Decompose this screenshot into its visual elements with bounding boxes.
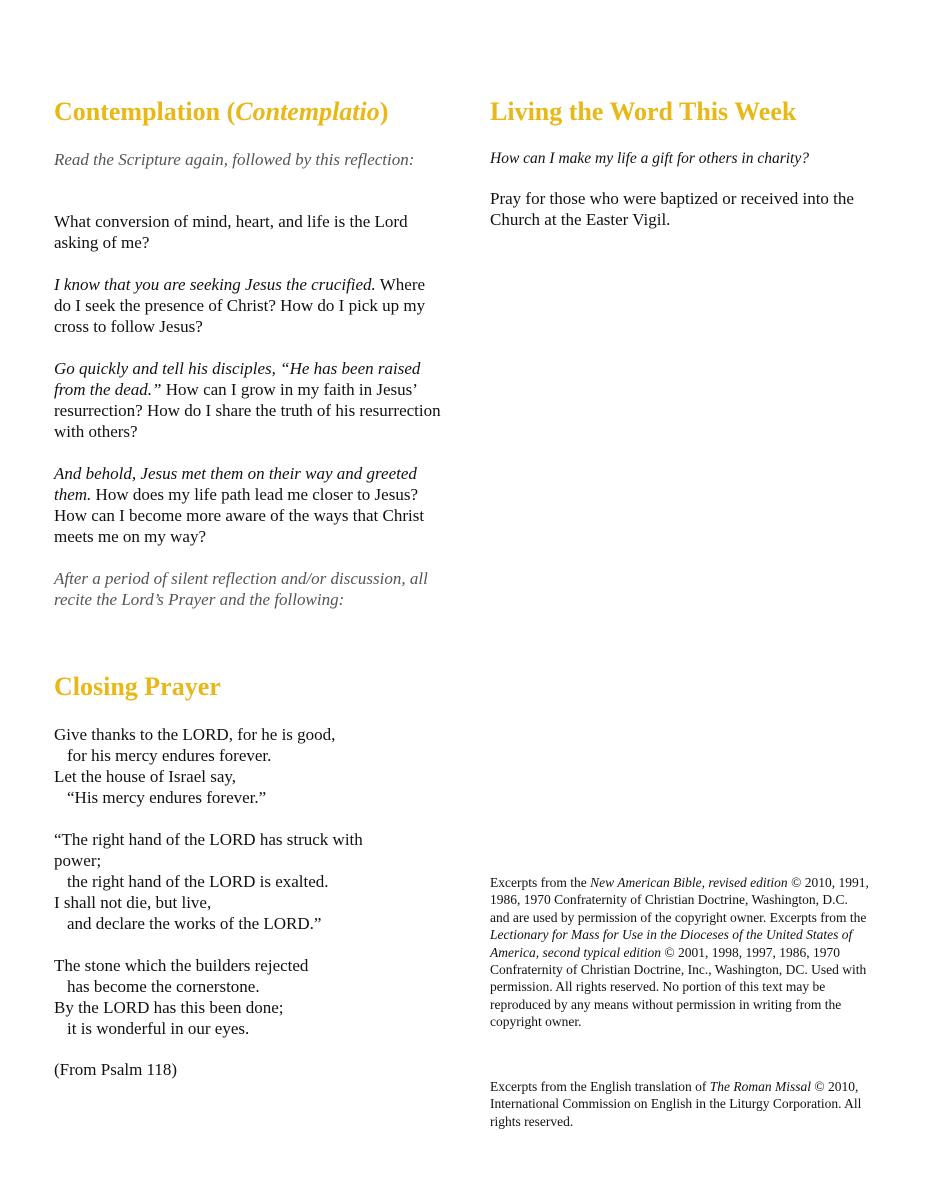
psalm-line: the right hand of the LORD is exalted.	[67, 872, 329, 891]
psalm-stanza-1	[54, 724, 335, 808]
contemplation-intro: Read the Scripture again, followed by this reflection:	[54, 150, 415, 169]
psalm-line: By the LORD has this been done;	[54, 998, 284, 1017]
psalm-line: for his mercy endures forever.	[67, 746, 272, 765]
psalm-line: power;	[54, 851, 102, 870]
reflection-paragraph-1: I know that you are seeking Jesus the crucified. Where do I seek the presence of Christ? How do I pick up my cross to follow Jesus?	[54, 275, 426, 336]
psalm-source: (From Psalm 118)	[54, 1060, 178, 1079]
psalm-line: “The right hand of the LORD has struck with	[54, 830, 363, 849]
closing-prayer-heading: Closing Prayer	[54, 672, 221, 701]
psalm-stanza-2	[54, 829, 363, 934]
psalm-line: it is wonderful in our eyes.	[67, 1019, 250, 1038]
psalm-line: “His mercy endures forever.”	[67, 788, 267, 807]
copyright-notice-bible: Excerpts from the New American Bible, revised edition © 2010, 1991, 1986, 1970 Confraternity of Christian Doctrine, Washington, D.C. and are used by permission of the copyright owner. Excerpts from the Lectionary for Mass for Use in the Dioceses of the United States of America, second typical edition © 2001, 1998, 1997, 1986, 1970 Confraternity of Christian Doctrine, Inc., Washington, DC. Used with permission. All rights reserved. No portion of this text may be reproduced by any means without permission in writing from the copyright owner.	[490, 875, 869, 1030]
contemplation-heading: Contemplation (Contemplatio)	[54, 97, 389, 126]
reflection-paragraph-2: Go quickly and tell his disciples, “He has been raised from the dead.” How can I grow in my faith in Jesus’ resurrection? How do I share the truth of his resurrection with others?	[54, 359, 441, 441]
reflection-paragraph-3: And behold, Jesus met them on their way and greeted them. How does my life path lead me closer to Jesus? How can I become more aware of the ways that Christ meets me on my way?	[54, 464, 425, 546]
copyright-notice-missal: Excerpts from the English translation of The Roman Missal © 2010, International Commission on English in the Liturgy Corporation. All rights reserved.	[490, 1079, 862, 1129]
contemplation-closing-note: After a period of silent reflection and/or discussion, all recite the Lord’s Prayer and the following:	[54, 569, 428, 609]
psalm-line: Give thanks to the LORD, for he is good,	[54, 725, 336, 744]
psalm-line: The stone which the builders rejected	[54, 956, 309, 975]
psalm-line: I shall not die, but live,	[54, 893, 212, 912]
contemplation-question: What conversion of mind, heart, and life is the Lord asking of me?	[54, 212, 408, 252]
living-word-question: How can I make my life a gift for others in charity?	[490, 150, 809, 167]
psalm-line: Let the house of Israel say,	[54, 767, 237, 786]
living-word-action: Pray for those who were baptized or received into the Church at the Easter Vigil.	[490, 189, 854, 229]
living-word-heading: Living the Word This Week	[490, 97, 797, 126]
psalm-line: and declare the works of the LORD.”	[67, 914, 322, 933]
psalm-stanza-3	[54, 955, 308, 1039]
psalm-line: has become the cornerstone.	[67, 977, 260, 996]
